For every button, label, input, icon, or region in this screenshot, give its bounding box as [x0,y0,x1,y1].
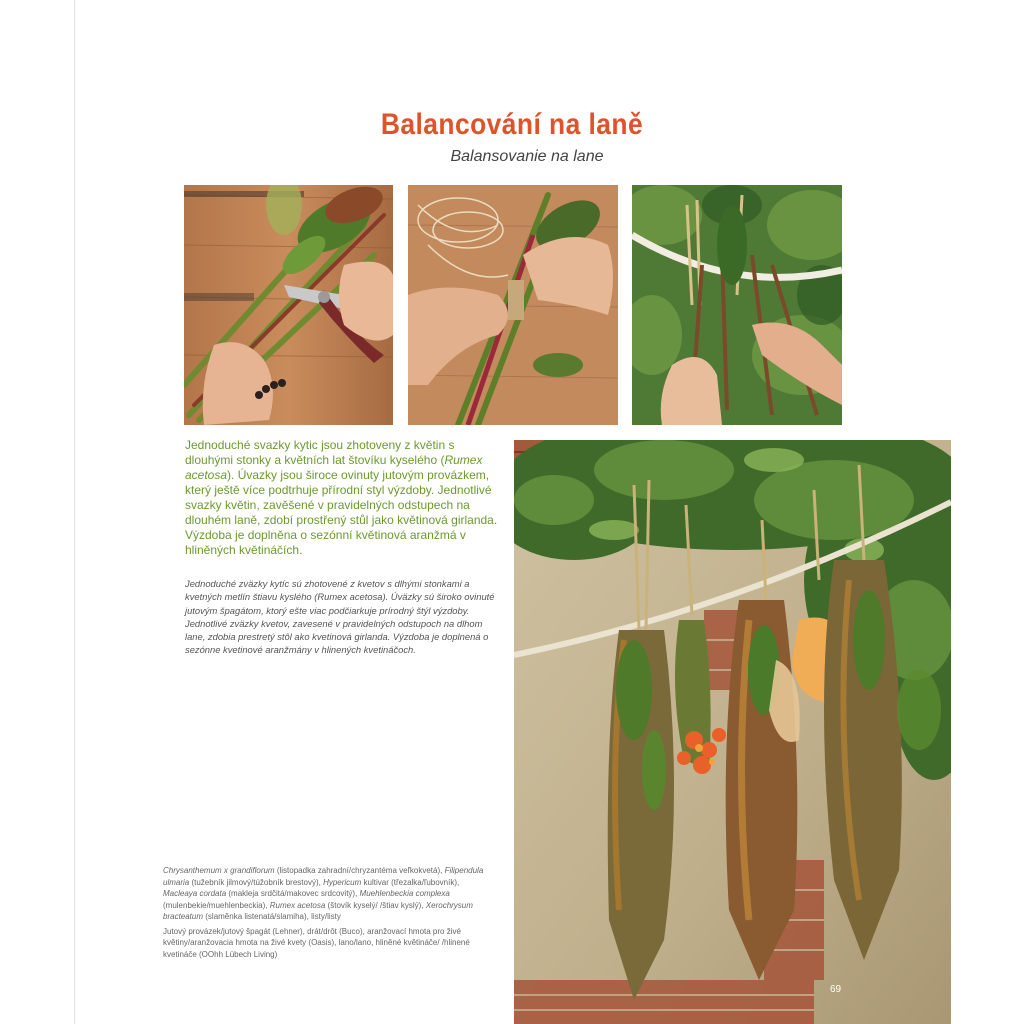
species-name: Rumex acetosa [185,453,483,482]
plant-latin: Macleaya cordata [163,889,227,898]
materials-credits [163,865,493,963]
plant-common: (tužebník jilmový/túžobník brestový), [189,877,324,887]
photo-garland-on-rope [514,440,951,1024]
plant-latin: Chrysanthemum x grandiflorum [163,866,275,875]
page-title: Balancování na laně [380,108,644,141]
plant-latin: Xerochrysum bracteatum [163,900,473,921]
plant-latin: Rumex acetosa [269,900,326,910]
materials-list: Jutový provázek/jutový špagát (Lehner), drát/drôt (Buco), aranžovací hmota pro živé květiny/aranžovacia hmota na živé kvety (Oasis), lano/lano, hliněné květináče/ /hlinené kvetináče (OOhh Lübech Living) [163,926,470,959]
plant-common: kultivar (třezalka/ľubovník), [361,877,460,887]
plant-list [163,865,493,923]
plant-latin: Muehlenbeckia complexa [359,889,450,898]
description-czech-part2: ). Úvazky jsou široce ovinuty jutovým provázkem, který ještě více podtrhuje přírodní styl výzdoby. Jednotlivé svazky květin, zavěšené v pravidelných odstupech na dlouhém laně, zdobí prostřený stůl jako květinová girlanda. Výzdoba je doplněna o sezónní květinová aranžmá v hliněných květináčích. [185,468,498,557]
page-subtitle: Balansovanie na lane [450,148,604,165]
plant-common: (štovík kyselý/ /štiav kyslý), [325,900,426,910]
plant-common: (slaměnka listenatá/slamiha), listy/listy [203,912,341,921]
plant-common: (mulenbekie/muehlenbeckia), [163,900,270,910]
plant-latin: Filipendula ulmaria [163,866,484,887]
description-czech [185,438,503,558]
photo-cutting-stems [184,185,393,425]
plant-common: (makleja srdčitá/makovec srdcovitý), [226,889,360,898]
photo-hanging-bundle [632,185,842,425]
description-slovak: Jednoduché zväzky kytíc sú zhotovené z kvetov s dlhými stonkami a kvetných metlín štiavu kyslého (Rumex acetosa). Úväzky sú široko ovinuté jutovým špagátom, ktorý ešte viac podčiarkuje prírodný štýl výzdoby. Jednotlivé zväzky kvetov, zavesené v pravidelných odstupoch na dlhom lane, zdobia prestretý stôl ako kvetinová girlanda. Výzdoba je doplnená o sezónne kvetinové aranžmány v hlinených kvetináčoch. [185,578,495,656]
description-czech-part1: Jednoduché svazky kytic jsou zhotoveny z květin s dlouhými stonky a květních lat štovíku kyselého ( [185,438,455,467]
page-number: 69 [830,984,842,995]
photo-tying-twine [408,185,618,425]
plant-latin: Hypericum [323,877,362,887]
plant-common: (listopadka zahradní/chryzantéma veľkokvetá), [274,866,445,875]
